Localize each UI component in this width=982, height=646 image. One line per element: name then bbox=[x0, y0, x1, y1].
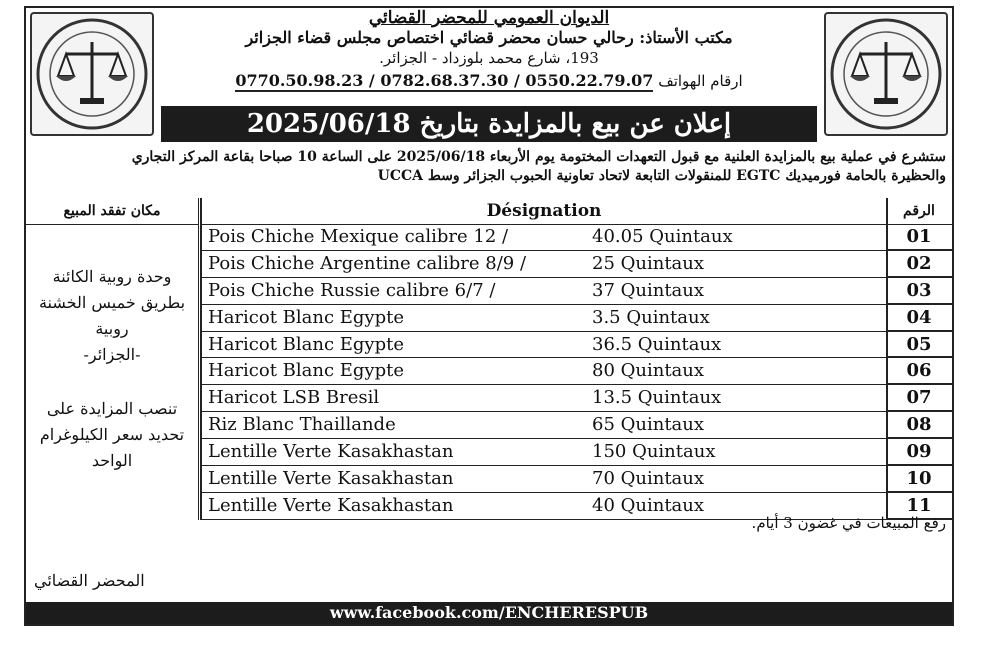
item-quantity: 40.05 Quintaux bbox=[592, 226, 733, 247]
table-row bbox=[202, 278, 886, 305]
item-quantity: 13.5 Quintaux bbox=[592, 387, 722, 409]
item-name: Haricot LSB Bresil bbox=[208, 387, 380, 409]
item-number: 02 bbox=[886, 251, 952, 278]
item-number: 09 bbox=[886, 439, 952, 466]
item-name: Pois Chiche Argentine calibre 8/9 / bbox=[208, 252, 527, 274]
item-quantity: 25 Quintaux bbox=[592, 252, 705, 274]
table-row bbox=[202, 439, 886, 466]
number-column bbox=[886, 224, 952, 520]
item-number: 11 bbox=[886, 493, 952, 520]
place-block bbox=[26, 264, 198, 368]
auction-banner: إعلان عن بيع بالمزايدة بتاريخ 2025/06/18 bbox=[161, 106, 817, 142]
website-link[interactable]: www.facebook.com/ENCHERESPUB bbox=[26, 602, 952, 624]
item-number: 08 bbox=[886, 412, 952, 439]
office-name: مكتب الأستاذ: رحالي حسان محضر قضائي اختصاص مجلس قضاء الجزائر bbox=[245, 28, 733, 47]
place-line: روبية bbox=[95, 319, 129, 338]
item-quantity: 80 Quintaux bbox=[592, 360, 705, 382]
designation-rows bbox=[200, 224, 888, 520]
item-quantity: 3.5 Quintaux bbox=[592, 306, 710, 328]
column-header-place: مكان تفقد المبيع bbox=[26, 198, 199, 225]
item-number: 10 bbox=[886, 466, 952, 493]
item-number: 04 bbox=[886, 305, 952, 332]
table-row bbox=[202, 332, 886, 359]
bailiff-signature: المحضر القضائي bbox=[34, 571, 145, 590]
table-row bbox=[202, 305, 886, 332]
auction-line: الواحد bbox=[91, 451, 133, 470]
item-number: 01 bbox=[886, 224, 952, 251]
item-name: Haricot Blanc Egypte bbox=[208, 333, 405, 355]
item-name: Lentille Verte Kasakhastan bbox=[208, 441, 454, 463]
inspection-place-cell bbox=[26, 224, 199, 520]
notice-header bbox=[26, 8, 952, 146]
auction-line: تنصب المزايدة على bbox=[46, 399, 178, 418]
item-number: 07 bbox=[886, 385, 952, 412]
table-row bbox=[202, 224, 886, 251]
auction-line: تحديد سعر الكيلوغرام bbox=[39, 425, 185, 444]
phone-numbers: 0770.50.98.23 / 0782.68.37.30 / 0550.22.79.07 bbox=[235, 71, 654, 90]
intro-line-2: والحظيرة بالحامة فورميديك EGTC للمنقولات التابعة لاتحاد تعاونية الحبوب الجزائر وسط UCCA bbox=[377, 168, 946, 184]
table-row bbox=[202, 466, 886, 493]
intro-text bbox=[26, 148, 952, 186]
removal-note: رفع المبيعات في غضون 3 أيام. bbox=[751, 514, 946, 532]
item-quantity: 40 Quintaux bbox=[592, 494, 705, 516]
item-quantity: 36.5 Quintaux bbox=[592, 333, 722, 355]
place-line: بطريق خميس الخشنة bbox=[38, 293, 186, 312]
item-name: Haricot Blanc Egypte bbox=[208, 360, 405, 382]
table-row bbox=[202, 412, 886, 439]
table-row bbox=[202, 385, 886, 412]
office-phones bbox=[161, 68, 817, 93]
item-number: 05 bbox=[886, 332, 952, 359]
item-quantity: 65 Quintaux bbox=[592, 414, 705, 436]
item-quantity: 150 Quintaux bbox=[592, 441, 716, 463]
item-number: 03 bbox=[886, 278, 952, 305]
item-name: Lentille Verte Kasakhastan bbox=[208, 494, 454, 516]
item-quantity: 37 Quintaux bbox=[592, 279, 705, 301]
scales-of-justice-seal-icon bbox=[30, 12, 154, 136]
notice-frame bbox=[24, 6, 954, 626]
office-info bbox=[161, 8, 817, 93]
item-name: Pois Chiche Mexique calibre 12 / bbox=[208, 226, 509, 247]
column-header-designation: Désignation bbox=[200, 198, 888, 225]
table-row bbox=[202, 358, 886, 385]
item-number: 06 bbox=[886, 358, 952, 385]
auction-terms-block bbox=[26, 396, 198, 474]
table-row bbox=[202, 251, 886, 278]
column-header-number: الرقم bbox=[886, 198, 952, 225]
office-title: الديوان العمومي للمحضر القضائي bbox=[368, 8, 610, 28]
place-line: وحدة روبية الكائنة bbox=[52, 267, 172, 286]
scales-of-justice-seal-icon bbox=[824, 12, 948, 136]
office-address: 193، شارع محمد بلوزداد - الجزائر. bbox=[379, 49, 599, 67]
item-name: Lentille Verte Kasakhastan bbox=[208, 468, 454, 490]
phones-label: ارقام الهواتف bbox=[658, 72, 743, 90]
item-name: Haricot Blanc Egypte bbox=[208, 306, 405, 328]
item-quantity: 70 Quintaux bbox=[592, 468, 705, 490]
item-name: Riz Blanc Thaillande bbox=[208, 414, 396, 436]
item-name: Pois Chiche Russie calibre 6/7 / bbox=[208, 279, 496, 301]
place-line: -الجزائر- bbox=[83, 345, 141, 364]
intro-line-1: ستشرع في عملية بيع بالمزايدة العلنية مع قبول التعهدات المختومة يوم الأربعاء 2025/06/18 على الساعة 10 صباحا بقاعة المركز التجاري bbox=[131, 149, 946, 165]
